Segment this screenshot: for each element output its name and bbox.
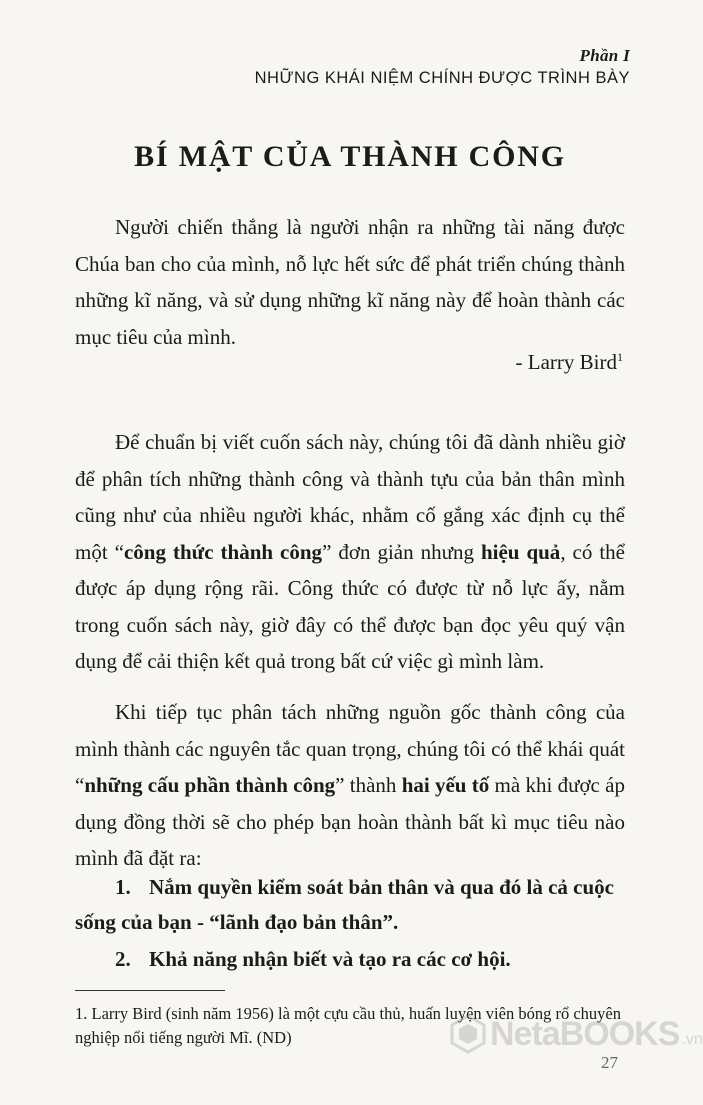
page-number: 27 (601, 1053, 618, 1072)
para2-text-3: mà khi được áp dụng đồng thời sẽ cho phép bạn hoàn thành bất kì mục tiêu nào mình đã đặt ra: (75, 773, 625, 870)
watermark-suffix: .vn (681, 1031, 703, 1048)
epigraph-attribution (516, 350, 623, 375)
list-item-number: 2. (115, 947, 131, 971)
para2-text-1: Khi tiếp tục phân tách những nguồn gốc thành công của mình thành các nguyên tắc quan trọng, chúng tôi có thể khái quát “ (75, 700, 625, 797)
watermark-text: NetaBOOKS (490, 1014, 680, 1053)
para2-bold-1: những cấu phần thành công (84, 773, 336, 797)
epigraph-quote (75, 209, 625, 355)
para2-text-2: ” thành (335, 773, 402, 797)
footnote-marker: 1 (617, 350, 623, 364)
para1-bold-1: công thức thành công (123, 539, 323, 564)
list-item-text: Nắm quyền kiểm soát bản thân và qua đó là cả cuộc sống của bạn - “lãnh đạo bản thân”. (75, 875, 614, 934)
part-label: Phần I (579, 46, 630, 65)
epigraph-text: Người chiến thắng là người nhận ra những tài năng được Chúa ban cho của mình, nỗ lực hết sức để phát triển chúng thành những kĩ năng, và sử dụng những kĩ năng này để hoàn thành các mục tiêu của mình. (75, 215, 625, 349)
netabooks-logo-icon (448, 1014, 488, 1054)
para1-text-2: ” đơn giản nhưng (322, 539, 481, 564)
epigraph-author: - Larry Bird (515, 350, 617, 374)
para1-text-1: Để chuẩn bị viết cuốn sách này, chúng tôi đã dành nhiều giờ để phân tích những thành công và thành tựu của bản thân mình cũng như của nhiều người khác, nhằm cố gắng xác định cụ thể một “ (75, 430, 625, 564)
list-item-text: Khả năng nhận biết và tạo ra các cơ hội. (149, 947, 511, 971)
para1-text-3: , có thể được áp dụng rộng rãi. Công thức có được từ nỗ lực ấy, nằm trong cuốn sách này, giờ đây có thể được bạn đọc yêu quý vận dụng để cải thiện kết quả trong bất cứ việc gì mình làm. (75, 539, 625, 673)
para2-bold-2: hai yếu tố (401, 773, 490, 797)
chapter-title: BÍ MẬT CỦA THÀNH CÔNG (134, 140, 566, 173)
body-paragraph-1 (75, 424, 625, 680)
list-item-number: 1. (115, 875, 131, 899)
footnote: 1. Larry Bird (sinh năm 1956) là một cựu cầu thủ, huấn luyện viên bóng rổ chuyên nghiệp nổi tiếng người Mĩ. (ND) (75, 1004, 621, 1047)
list-item-1 (75, 870, 630, 940)
part-title: NHỮNG KHÁI NIỆM CHÍNH ĐƯỢC TRÌNH BÀY (254, 69, 630, 87)
body-paragraph-2 (75, 694, 625, 877)
watermark (448, 1014, 703, 1054)
para1-bold-2: hiệu quả (480, 539, 561, 564)
list-item-2 (75, 942, 630, 977)
running-header (255, 46, 630, 88)
footnote-divider (75, 990, 225, 991)
